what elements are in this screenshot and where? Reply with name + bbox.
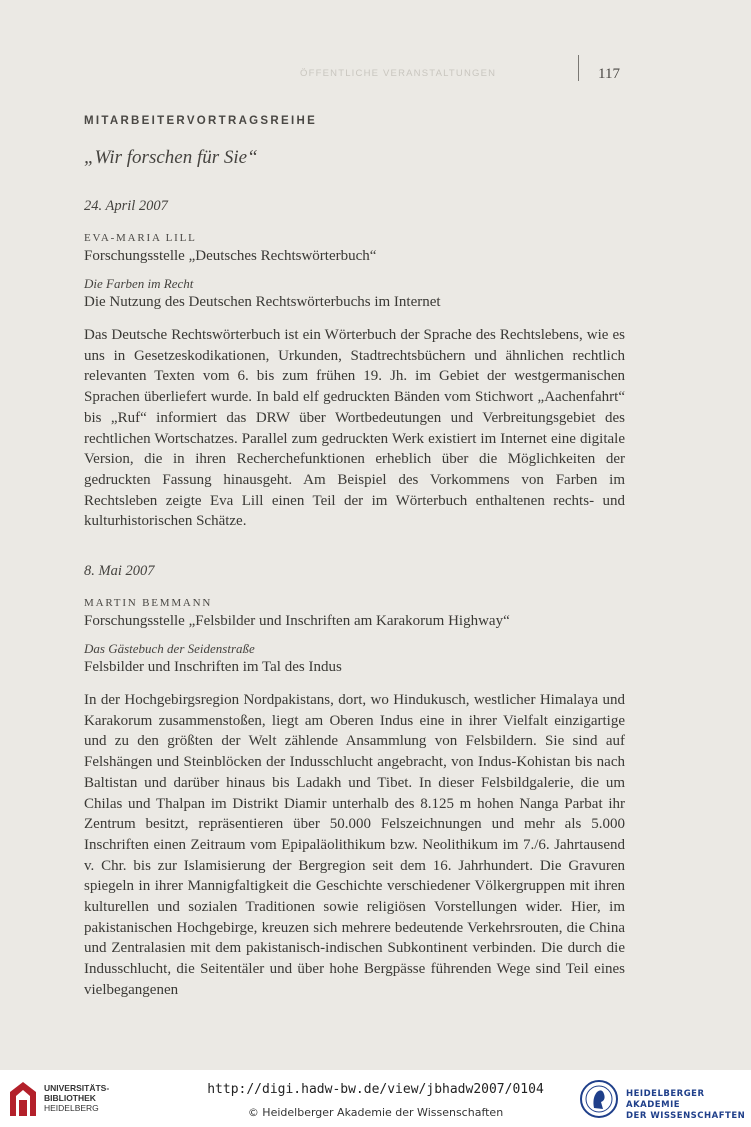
speaker-name: MARTIN BEMMANN	[84, 597, 213, 610]
running-head: ÖFFENTLICHE VERANSTALTUNGEN	[300, 68, 497, 79]
talk-subtitle: Die Nutzung des Deutschen Rechtswörterbuchs im Internet	[84, 294, 441, 310]
series-title: „Wir forschen für Sie“	[84, 147, 258, 168]
academy-seal-icon[interactable]	[580, 1078, 618, 1120]
copyright-notice: © Heidelberger Akademie der Wissenschaften	[247, 1106, 504, 1119]
talk-title: Die Farben im Recht	[84, 276, 194, 291]
university-library-name: UNIVERSITÄTS- BIBLIOTHEK HEIDELBERG	[44, 1083, 110, 1113]
lecture-date: 24. April 2007	[84, 198, 168, 214]
header-rule	[578, 55, 579, 81]
talk-abstract: In der Hochgebirgsregion Nordpakistans, dort, wo Hindukusch, westlicher Himalaya und Karakorum zusammenstoßen, liegt am Oberen Indus eine in ihrer Vielfalt einzigartige und zu den größten der Welt zählende Ansammlung von Felsbildern. Sie sind auf Felshängen und Steinblöcken der Indusschlucht angebracht, von Indus-Kohistan bis nach Baltistan und darüber hinaus bis Ladakh und Tibet. In dieser Felsbildgalerie, die um Chilas und Thalpan im Distrikt Diamir unterhalb des 8.125 m hohen Nanga Parbat ihr Zentrum besitzt, repräsentieren über 50.000 Felszeichnungen und mehr als 5.000 Inschriften einen Zeitraum vom Epipaläolithikum bzw. Neolithikum im 7./6. Jahrtausend v. Chr. bis zur Islamisierung der Bergregion seit dem 16. Jahrhundert. Die Gravuren spiegeln in ihrer Mannigfaltigkeit die Geschichte verschiedener Völkergruppen mit ihren kulturellen und sozialen Traditionen sowie religiösen Vorstellungen wider. Hier, im pakistanischen Hochgebirge, kreuzen sich mehrere bedeutende Verkehrsrouten, die China und Zentralasien mit dem pakistanisch-indischen Subkontinent verbinden. Die durch die Indusschlucht, die Seitentäler und über hohe Bergpässe führenden Wege sind Teil eines vielbegangenen	[84, 692, 625, 998]
speaker-affiliation: Forschungsstelle „Deutsches Rechtswörterbuch“	[84, 248, 377, 264]
talk-subtitle: Felsbilder und Inschriften im Tal des Indus	[84, 659, 342, 676]
permalink-url[interactable]: http://digi.hadw-bw.de/view/jbhadw2007/0104	[207, 1082, 544, 1097]
talk-abstract: Das Deutsche Rechtswörterbuch ist ein Wörterbuch der Sprache des Rechtslebens, wie es uns in Gesetzeskodikationen, Urkunden, Stadtrechtsbüchern und ähnlichen rechtlich relevanten Texten vom 6. bis zum frühen 19. Jh. im Gebiet der westgermanischen Sprachen überliefert wurde. In bald elf gedruckten Bänden vom Stichwort „Aachenfahrt“ bis „Ruf“ informiert das DRW über Wortbedeutungen und Verbreitungsgebiet des rechtlichen Wortschatzes. Parallel zum gedruckten Werk existiert im Internet eine digitale Version, die in ihren Recherchefunktionen erheblich über die Möglichkeiten der gedruckten Fassung hinausgeht. Am Beispiel des Vorkommens von Farben im Rechtsleben zeigte Eva Lill einen Teil der im Wörterbuch enthaltenen rechts- und kulturhistorischen Schätze.	[84, 327, 625, 530]
lecture-entry	[84, 563, 625, 1001]
series-label: MITARBEITERVORTRAGSREIHE	[84, 115, 318, 127]
page-number: 117	[598, 66, 620, 82]
speaker-affiliation: Forschungsstelle „Felsbilder und Inschriften am Karakorum Highway“	[84, 613, 510, 630]
lecture-date: 8. Mai 2007	[84, 563, 155, 580]
academy-name: HEIDELBERGER AKADEMIE DER WISSENSCHAFTEN	[626, 1089, 746, 1121]
lecture-entry	[84, 198, 625, 532]
talk-title: Das Gästebuch der Seidenstraße	[84, 641, 255, 657]
lecture-list	[84, 198, 625, 1001]
speaker-name: EVA-MARIA LILL	[84, 232, 197, 244]
viewer-footer	[0, 1070, 751, 1127]
